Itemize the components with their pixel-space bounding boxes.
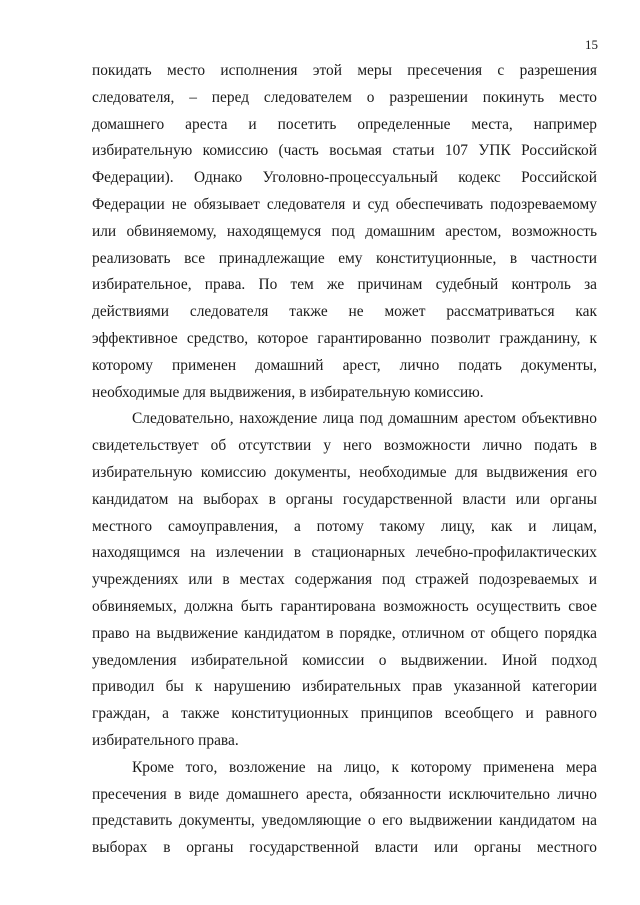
text-line: кандидатом на выборах в органы государственной власти или органы — [92, 490, 597, 508]
text-line: избирательную комиссию документы, необходимые для выдвижения его — [92, 463, 597, 481]
text-line: учреждениях или в местах содержания под стражей подозреваемых и — [92, 571, 597, 589]
text-line: избирательное, права. По тем же причинам судебный контроль за — [92, 276, 597, 294]
text-line: Федерации). Однако Уголовно-процессуальный кодекс Российской — [92, 169, 597, 187]
document-body — [92, 58, 597, 862]
text-line: находящимся на излечении в стационарных лечебно-профилактических — [92, 544, 597, 562]
text-line: уведомления избирательной комиссии о выдвижении. Иной подход — [92, 651, 597, 669]
text-line: домашнего ареста и посетить определенные места, например — [92, 115, 597, 133]
text-line: выборах в органы государственной власти или органы местного — [92, 839, 597, 857]
text-line: эффективное средство, которое гарантированно позволит гражданину, к — [92, 329, 597, 347]
paragraph — [92, 755, 597, 862]
text-line: следователя, – перед следователем о разрешении покинуть место — [92, 88, 597, 106]
text-line: свидетельствует об отсутствии у него возможности лично подать в — [92, 437, 597, 455]
text-line: приводил бы к нарушению избирательных прав указанной категории — [92, 678, 597, 696]
text-line: Кроме того, возложение на лицо, к которому применена мера — [132, 758, 597, 776]
text-line: избирательного права. — [92, 731, 239, 749]
text-line: или обвиняемому, находящемуся под домашним арестом, возможность — [92, 222, 597, 240]
text-line: Федерации не обязывает следователя и суд обеспечивать подозреваемому — [92, 195, 597, 213]
text-line: представить документы, уведомляющие о его выдвижении кандидатом на — [92, 812, 597, 830]
text-line: реализовать все принадлежащие ему конституционные, в частности — [92, 249, 597, 267]
text-line: местного самоуправления, а потому такому лицу, как и лицам, — [92, 517, 597, 535]
paragraph — [92, 406, 597, 754]
text-line: которому применен домашний арест, лично подать документы, — [92, 356, 597, 374]
text-line: необходимые для выдвижения, в избирательную комиссию. — [92, 383, 484, 401]
text-line: действиями следователя также не может рассматриваться как — [92, 303, 597, 321]
text-line: право на выдвижение кандидатом в порядке, отличном от общего порядка — [92, 624, 597, 642]
text-line: обвиняемых, должна быть гарантирована возможность осуществить свое — [92, 597, 597, 615]
text-line: граждан, а также конституционных принципов всеобщего и равного — [92, 705, 597, 723]
page-number: 15 — [585, 37, 598, 52]
text-line: покидать место исполнения этой меры пресечения с разрешения — [92, 62, 597, 79]
paragraph — [92, 58, 597, 406]
text-line: пресечения в виде домашнего ареста, обязанности исключительно лично — [92, 785, 597, 803]
text-line: избирательную комиссию (часть восьмая статьи 107 УПК Российской — [92, 142, 597, 160]
text-line: Следовательно, нахождение лица под домашним арестом объективно — [132, 410, 597, 428]
